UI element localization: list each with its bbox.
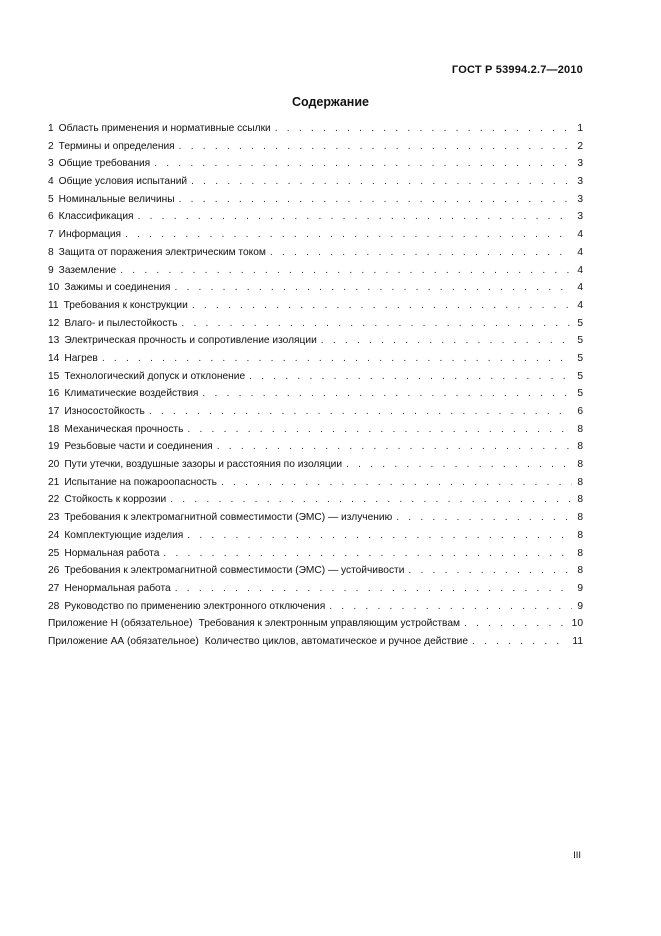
toc-entry[interactable] [48, 262, 583, 280]
toc-leader-dots [163, 545, 572, 563]
toc-leader-dots [275, 120, 572, 138]
toc-leader-dots [408, 562, 572, 580]
toc-leader-dots [321, 332, 572, 350]
toc-entry[interactable] [48, 438, 583, 456]
toc-entry-page: 8 [577, 423, 583, 435]
toc-entry[interactable] [48, 332, 583, 350]
toc-entry-label: Требования к электромагнитной совместимости (ЭМС) — устойчивости [64, 565, 405, 577]
toc-entry-page: 4 [577, 246, 583, 258]
toc-entry-page: 1 [577, 123, 583, 134]
toc-entry[interactable] [48, 191, 583, 209]
toc-leader-dots [396, 509, 572, 527]
toc-entry-number: 18 [48, 423, 60, 435]
toc-entry-label: Нагрев [64, 352, 98, 364]
toc-entry-page: 8 [577, 476, 583, 488]
toc-entry[interactable] [48, 120, 583, 138]
toc-entry-page: 4 [577, 229, 583, 241]
toc-leader-dots [329, 598, 572, 616]
toc-entry-label: Количество циклов, автоматическое и ручное действие [204, 635, 468, 647]
toc-entry[interactable] [48, 403, 583, 421]
toc-entry[interactable] [48, 368, 583, 386]
toc-entry-number: 9 [48, 264, 54, 276]
toc-entry-label: Пути утечки, воздушные зазоры и расстояния по изоляции [64, 459, 343, 471]
toc-entry-page: 5 [577, 317, 583, 329]
toc-leader-dots [217, 438, 572, 456]
toc-entry-number: 19 [48, 441, 60, 453]
toc-entry-number: 26 [48, 565, 60, 577]
toc-entry[interactable] [48, 474, 583, 492]
toc-entry-page: 5 [577, 388, 583, 400]
toc-entry-number: 2 [48, 140, 54, 152]
toc-entry[interactable] [48, 315, 583, 333]
toc-entry-page: 8 [577, 547, 583, 559]
toc-entry-page: 8 [577, 441, 583, 453]
toc-entry-label: Резьбовые части и соединения [64, 441, 213, 453]
toc-entry-label: Требования к конструкции [63, 299, 188, 311]
toc-entry-label: Номинальные величины [58, 193, 175, 205]
toc-entry[interactable] [48, 385, 583, 403]
toc-entry-label: Заземление [58, 264, 117, 276]
toc-leader-dots [120, 262, 572, 280]
toc-entry-number: 11 [48, 299, 59, 311]
toc-entry[interactable] [48, 562, 583, 580]
toc-entry-label: Руководство по применению электронного отключения [64, 600, 326, 612]
toc-entry-page: 8 [577, 494, 583, 506]
toc-entry-number: 21 [48, 476, 60, 488]
toc-entry-label: Технологический допуск и отклонение [64, 370, 246, 382]
toc-entry-label: Комплектующие изделия [64, 529, 184, 541]
toc-entry-number: 25 [48, 547, 60, 559]
toc-entry[interactable] [48, 138, 583, 156]
toc-entry-number: 13 [48, 335, 60, 347]
toc-entry-label: Общие условия испытаний [58, 176, 188, 188]
toc-leader-dots [346, 456, 572, 474]
toc-entry[interactable] [48, 615, 583, 633]
toc-entry-label: Общие требования [58, 158, 151, 170]
toc-entry[interactable] [48, 297, 583, 315]
toc-entry-page: 9 [577, 600, 583, 612]
toc-entry-number: 6 [48, 211, 54, 223]
toc-leader-dots [270, 244, 572, 262]
toc-entry-label: Термины и определения [58, 140, 175, 152]
toc-leader-dots [174, 279, 572, 297]
toc-entry-number: 14 [48, 352, 60, 364]
toc-entry[interactable] [48, 208, 583, 226]
toc-leader-dots [179, 138, 572, 156]
toc-entry-label: Требования к электронным управляющим устройствам [198, 618, 461, 630]
toc-leader-dots [175, 580, 572, 598]
toc-entry-number: 3 [48, 158, 54, 170]
toc-entry-page: 8 [577, 565, 583, 577]
toc-entry-number: 1 [48, 123, 54, 134]
toc-leader-dots [472, 633, 569, 651]
toc-entry[interactable] [48, 527, 583, 545]
toc-entry[interactable] [48, 580, 583, 598]
toc-entry-page: 2 [577, 140, 583, 152]
toc-entry[interactable] [48, 279, 583, 297]
toc-leader-dots [138, 208, 572, 226]
toc-entry-label: Стойкость к коррозии [64, 494, 167, 506]
toc-entry-page: 5 [577, 370, 583, 382]
toc-entry-number: 10 [48, 282, 60, 294]
toc-entry[interactable] [48, 155, 583, 173]
toc-entry[interactable] [48, 545, 583, 563]
toc-leader-dots [154, 155, 572, 173]
toc-title: Содержание [291, 95, 369, 109]
toc-entry-number: 15 [48, 370, 60, 382]
toc-leader-dots [102, 350, 572, 368]
toc-entry-label: Испытание на пожароопасность [64, 476, 217, 488]
toc-entry-number: 5 [48, 193, 54, 205]
page-number: III [573, 850, 581, 861]
toc-entry-label: Электрическая прочность и сопротивление изоляции [64, 335, 317, 347]
toc-entry-page: 5 [577, 335, 583, 347]
toc-entry-label: Требования к электромагнитной совместимости (ЭМС) — излучению [64, 512, 393, 524]
toc-entry[interactable] [48, 491, 583, 509]
toc-entry-label: Климатические воздействия [64, 388, 199, 400]
toc-leader-dots [170, 491, 572, 509]
toc-entry-label: Область применения и нормативные ссылки [58, 123, 271, 134]
toc-entry-label: Влаго- и пылестойкость [64, 317, 178, 329]
toc-entry-number: 24 [48, 529, 60, 541]
toc-entry-label: Нормальная работа [64, 547, 160, 559]
toc-entry-page: 3 [577, 211, 583, 223]
toc-entry-number: 22 [48, 494, 60, 506]
toc-entry-page: 4 [577, 299, 583, 311]
toc-entry-page: 5 [577, 352, 583, 364]
toc-leader-dots [221, 474, 572, 492]
toc-entry-number: 28 [48, 600, 60, 612]
toc-entry-page: 6 [577, 406, 583, 417]
toc-entry-label: Классификация [58, 211, 134, 223]
toc-entry[interactable] [48, 244, 583, 262]
toc-leader-dots [191, 173, 572, 191]
toc-entry-page: 4 [577, 264, 583, 276]
toc-entry-number: 4 [48, 176, 54, 188]
toc-entry[interactable] [48, 598, 583, 616]
toc-leader-dots [181, 315, 572, 333]
toc-entry[interactable] [48, 456, 583, 474]
toc-leader-dots [187, 421, 572, 439]
toc-entry[interactable] [48, 633, 583, 651]
toc-entry[interactable] [48, 350, 583, 368]
toc-leader-dots [192, 297, 572, 315]
toc-entry-page: 3 [577, 176, 583, 188]
toc-entry-label: Зажимы и соединения [64, 282, 171, 294]
toc-entry-number: 17 [48, 406, 60, 417]
toc-leader-dots [187, 527, 572, 545]
toc-entry-label: Износостойкость [64, 406, 145, 417]
toc-entry-page: 9 [577, 582, 583, 594]
toc-entry-number: 7 [48, 229, 54, 241]
toc-leader-dots [179, 191, 572, 209]
toc-entry-page: 11 [572, 635, 583, 647]
toc-entry-label: Механическая прочность [64, 423, 184, 435]
toc-leader-dots [202, 385, 572, 403]
toc-entry-number: 23 [48, 512, 60, 524]
toc-leader-dots [149, 403, 572, 421]
toc-entry[interactable] [48, 226, 583, 244]
toc-entry-page: 10 [571, 618, 583, 630]
toc-leader-dots [249, 368, 572, 386]
toc-entry[interactable] [48, 421, 583, 439]
toc-entry-number: Приложение Н (обязательное) [48, 618, 193, 630]
table-of-contents [48, 120, 583, 651]
toc-entry-page: 8 [577, 459, 583, 471]
toc-entry-page: 3 [577, 193, 583, 205]
toc-entry-label: Защита от поражения электрическим током [58, 246, 266, 258]
toc-entry[interactable] [48, 173, 583, 191]
toc-entry-number: 27 [48, 582, 60, 594]
toc-entry-page: 8 [577, 529, 583, 541]
toc-entry-number: 20 [48, 459, 60, 471]
toc-leader-dots [125, 226, 572, 244]
toc-entry-number: 12 [48, 317, 60, 329]
document-code: ГОСТ Р 53994.2.7—2010 [451, 64, 583, 76]
toc-entry-page: 3 [577, 158, 583, 170]
toc-entry-number: 8 [48, 246, 54, 258]
toc-entry[interactable] [48, 509, 583, 527]
toc-entry-number: 16 [48, 388, 60, 400]
toc-leader-dots [464, 615, 569, 633]
toc-entry-label: Ненормальная работа [64, 582, 171, 594]
toc-entry-page: 4 [577, 282, 583, 294]
toc-entry-page: 8 [577, 512, 583, 524]
toc-entry-label: Информация [58, 229, 122, 241]
toc-entry-number: Приложение АА (обязательное) [48, 635, 199, 647]
